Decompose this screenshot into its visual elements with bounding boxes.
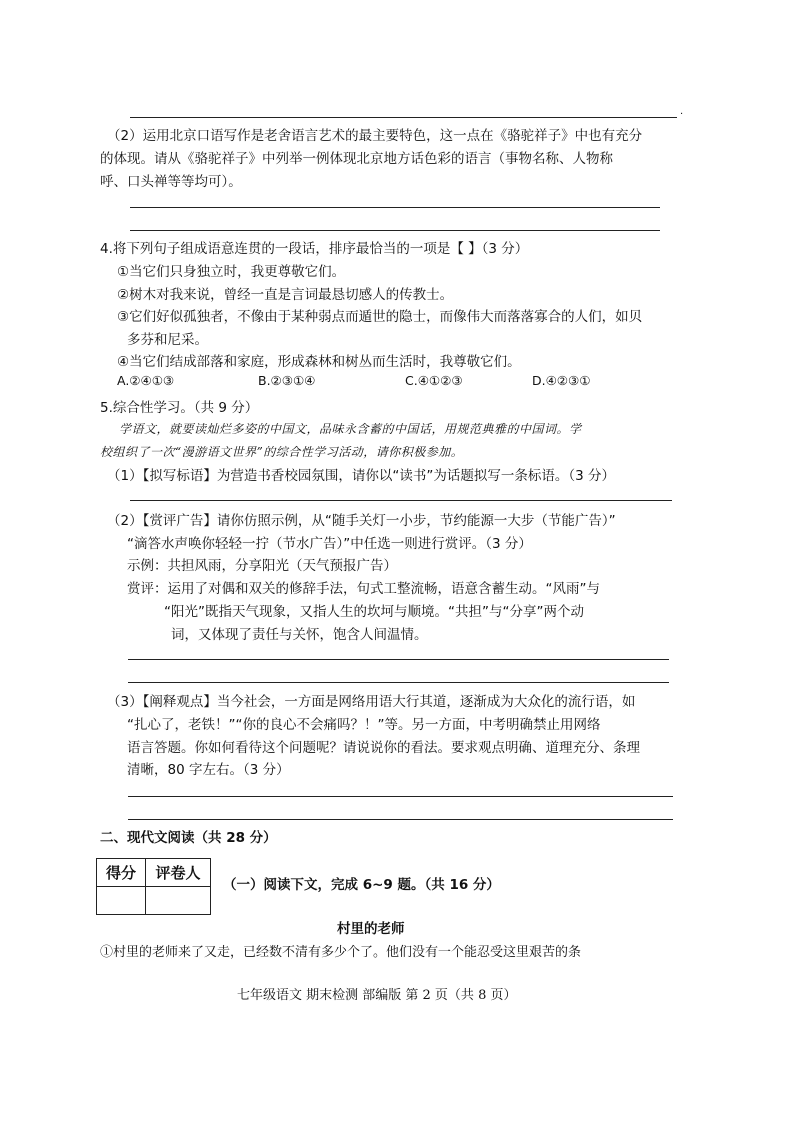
question-4-sentence-1: ①当它们只身独立时，我更尊敬它们。 <box>117 264 346 280</box>
question-3-2-line1: （2）运用北京口语写作是老舍语言艺术的最主要特色，这一点在《骆驼祥子》中也有充分 <box>107 128 643 144</box>
question-3-2-line2: 的体现。请从《骆驼祥子》中列举一例体现北京地方话色彩的语言（事物名称、人物称 <box>100 151 613 167</box>
grader-label: 评卷人 <box>146 859 211 887</box>
question-5-intro-line1: 学语文，就要读灿烂多姿的中国文，品味永含蓄的中国话，用规范典雅的中国词。学 <box>119 422 582 436</box>
answer-line <box>130 207 660 208</box>
answer-line <box>128 796 673 797</box>
question-5-2-comment-line2: “阳光”既指天气现象，又指人生的坎坷与顺境。“共担”与“分享”两个动 <box>164 604 584 620</box>
question-5-2-line1: （2）【赏评广告】请你仿照示例，从“随手关灯一小步，节约能源一大步（节能广告）” <box>107 513 616 529</box>
question-4-sentence-4: ④当它们结成部落和家庭，形成森林和树丛而生活时，我尊敬它们。 <box>117 354 521 370</box>
answer-line <box>130 117 677 118</box>
answer-line <box>128 819 673 820</box>
option-b: B.②③①④ <box>258 373 316 388</box>
question-3-2-line3: 呼、口头禅等等均可）。 <box>100 174 242 190</box>
article-title: 村里的老师 <box>337 921 405 937</box>
question-4-sentence-3a: ③它们好似孤独者，不像由于某种弱点而遁世的隐士，而像伟大而落落寡合的人们，如贝 <box>117 309 643 325</box>
option-c: C.④①②③ <box>405 373 463 388</box>
score-label: 得分 <box>97 859 146 887</box>
answer-line <box>128 659 669 660</box>
question-5-3-line3: 语言答题。你如何看待这个问题呢？请说说你的看法。要求观点明确、道理充分、条理 <box>127 740 640 756</box>
option-d: D.④②③① <box>532 373 591 388</box>
question-5-2-comment-line3: 词，又体现了责任与关怀，饱含人间温情。 <box>171 627 428 643</box>
question-4-sentence-3b: 多芬和尼采。 <box>127 332 208 348</box>
reading-part-1-instruction: （一）阅读下文，完成 6~9 题。（共 16 分） <box>223 877 500 893</box>
question-5-1: （1）【拟写标语】为营造书香校园氛围，请你以“读书”为话题拟写一条标语。（3 分） <box>107 468 615 484</box>
question-4-stem: 4.将下列句子组成语意连贯的一段话，排序最恰当的一项是【 】（3 分） <box>100 241 529 257</box>
question-5-3-line2: “扎心了，老铁！”“你的良心不会痛吗？！”等。另一方面，中考明确禁止用网络 <box>127 717 601 733</box>
score-table <box>96 858 211 915</box>
option-a: A.②④①③ <box>117 373 175 388</box>
page-footer: 七年级语文 期末检测 部编版 第 2 页（共 8 页） <box>237 988 517 1003</box>
question-4-sentence-2: ②树木对我来说，曾经一直是言词最恳切感人的传教士。 <box>117 287 454 303</box>
answer-line <box>128 682 669 683</box>
question-5-2-comment-line1: 赏评：运用了对偶和双关的修辞手法，句式工整流畅，语意含蓄生动。“风雨”与 <box>127 581 600 597</box>
line-end-dot: . <box>680 106 684 117</box>
article-paragraph-1: ①村里的老师来了又走，已经数不清有多少个了。他们没有一个能忍受这里艰苦的条 <box>100 945 582 960</box>
answer-line <box>130 500 672 501</box>
question-5-3-line1: （3）【阐释观点】当今社会，一方面是网络用语大行其道，逐渐成为大众化的流行语，如 <box>107 694 636 710</box>
section-2-heading: 二、现代文阅读（共 28 分） <box>100 830 277 846</box>
grader-cell <box>146 887 211 915</box>
question-5-stem: 5.综合性学习。（共 9 分） <box>100 400 259 416</box>
question-5-2-example: 示例：共担风雨，分享阳光（天气预报广告） <box>127 558 397 574</box>
question-5-2-line2: “滴答水声唤你轻轻一拧（节水广告）”中任选一则进行赏评。（3 分） <box>127 536 532 552</box>
question-5-3-line4: 清晰，80 字左右。（3 分） <box>127 762 290 778</box>
question-5-intro-line2: 校组织了一次“漫游语文世界”的综合性学习活动，请你积极参加。 <box>100 445 464 459</box>
answer-line <box>130 230 660 231</box>
score-cell <box>97 887 146 915</box>
